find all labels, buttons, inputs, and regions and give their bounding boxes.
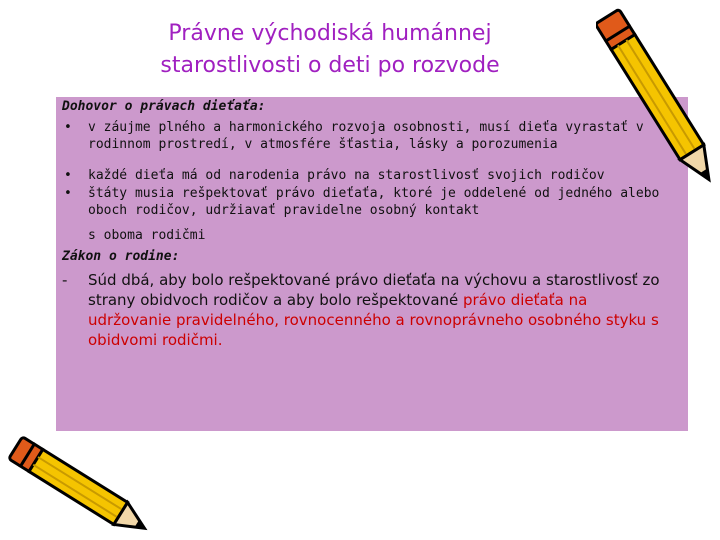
bullet-marker: • xyxy=(64,168,72,183)
bullet-text: v záujme plného a harmonického rozvoja osobnosti, musí dieťa vyrastať v rodinnom prostredí, v atmosfére šťastia, lásky a porozumenia xyxy=(88,120,644,152)
bullet-text: každé dieťa má od narodenia právo na starostlivosť svojich rodičov xyxy=(88,168,605,183)
law-text-highlight: právo dieťaťa na udržovanie pravidelného, rovnocenného a rovnoprávneho osobného styku s obidvomi rodičmi. xyxy=(88,291,659,349)
slide-title xyxy=(70,18,590,82)
law-dash: - xyxy=(62,271,68,289)
bullet-item xyxy=(62,185,682,244)
bullet-marker: • xyxy=(64,120,72,135)
bullet-text: štáty musia rešpektovať právo dieťaťa, ktoré je oddelené od jedného alebo oboch rodičov, udržiavať pravidelne osobný kontakt xyxy=(88,186,660,218)
law-text: Súd dbá, aby bolo rešpektované právo dieťaťa na výchovu a starostlivosť zo strany obidvoch rodičov a aby bolo rešpektované xyxy=(88,271,660,309)
slide-content xyxy=(62,98,682,350)
bullet-marker: • xyxy=(64,186,72,201)
pencil-icon-bottom-left xyxy=(0,436,160,540)
title-line-1: Právne východiská humánnej xyxy=(168,21,492,46)
title-line-2: starostlivosti o deti po rozvode xyxy=(160,53,500,78)
section-heading-family-law: Zákon o rodine: xyxy=(62,249,180,264)
pencil-icon-top-right xyxy=(596,0,720,196)
bullet-continuation: s oboma rodičmi xyxy=(88,228,206,243)
bullet-item xyxy=(62,119,682,153)
law-paragraph xyxy=(62,270,668,350)
section-heading-convention: Dohovor o právach dieťaťa: xyxy=(62,99,266,114)
bullet-item xyxy=(62,167,682,184)
